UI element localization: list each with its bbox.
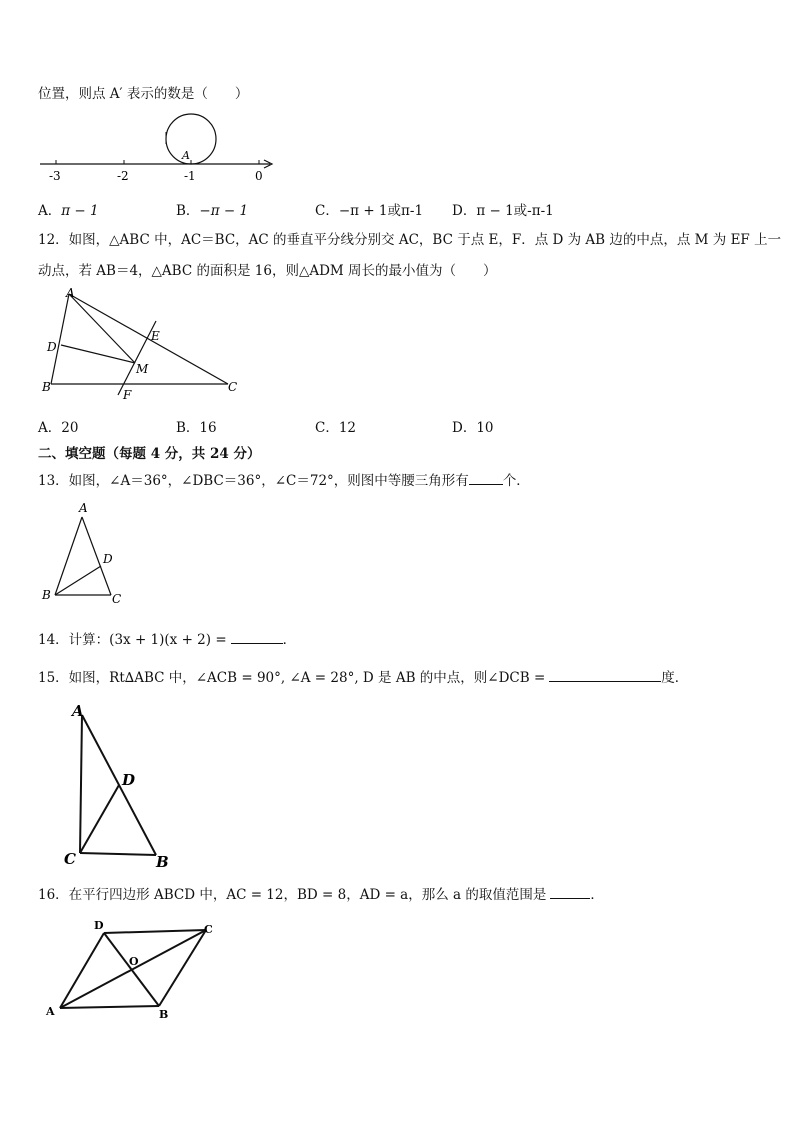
q12-option-c-text: 12 xyxy=(338,420,357,436)
q12-option-c-letter: C． xyxy=(315,420,339,436)
q12-label-f: F xyxy=(123,388,132,402)
q16-label-o: O xyxy=(129,955,139,968)
q11-option-b[interactable] xyxy=(176,199,248,219)
q15-label-a: A xyxy=(72,702,84,720)
q15-label-b: B xyxy=(156,853,169,870)
q16-question xyxy=(38,883,604,903)
q12-option-b-letter: B． xyxy=(176,420,200,436)
q12-option-d-text: 10 xyxy=(476,420,494,436)
q12-label-e: E xyxy=(151,329,160,343)
q11-option-d-letter: D． xyxy=(452,203,477,219)
q11-option-d[interactable] xyxy=(452,199,554,219)
q16-answer-blank[interactable] xyxy=(550,897,590,899)
q12-stem-line1: 12．如图，△ABC 中，AC＝BC，AC 的垂直平分线分别交 AC，BC 于点 E，F．点 D 为 AB 边的中点，点 M 为 EF 上一 xyxy=(38,232,782,248)
q13-label-a: A xyxy=(79,501,88,515)
q11-tick-0: 0 xyxy=(255,169,263,183)
q11-option-c-letter: C． xyxy=(315,203,339,219)
q11-tick-neg3: -3 xyxy=(49,169,61,183)
q11-option-d-text: π − 1或-π-1 xyxy=(476,203,554,219)
q12-label-a: A xyxy=(66,286,75,300)
q12-option-d[interactable] xyxy=(452,416,494,436)
q15-text-before: 15．如图，Rt∆ABC 中，∠ACB = 90°, ∠A = 28°, D 是 AB 的中点，则∠DCB = xyxy=(38,670,546,686)
q11-option-c[interactable] xyxy=(315,199,423,219)
q16-label-b: B xyxy=(159,1008,169,1021)
section-2-title: 二、填空题（每题 4 分，共 24 分） xyxy=(38,446,261,462)
q14-question xyxy=(38,628,296,648)
q16-label-a: A xyxy=(46,1005,55,1018)
q16-label-c: C xyxy=(204,923,213,936)
q13-answer-blank[interactable] xyxy=(469,483,503,485)
q11-option-a-letter: A． xyxy=(38,203,62,219)
q15-right-triangle-figure xyxy=(58,700,178,870)
q12-option-b[interactable] xyxy=(176,416,217,436)
q11-option-a[interactable] xyxy=(38,199,99,219)
q15-text-after: 度． xyxy=(661,670,689,686)
q11-option-b-text: −π − 1 xyxy=(199,203,249,219)
q11-number-line-figure xyxy=(34,108,284,188)
q13-label-b: B xyxy=(42,588,51,602)
q12-triangle-figure xyxy=(38,283,248,403)
q12-option-c[interactable] xyxy=(315,416,356,436)
q12-label-d: D xyxy=(47,340,57,354)
q12-label-b: B xyxy=(42,380,51,394)
q12-stem-line2: 动点，若 AB＝4，△ABC 的面积是 16，则△ADM 周长的最小值为（ ） xyxy=(38,263,497,279)
q15-answer-blank[interactable] xyxy=(549,680,661,682)
q11-tick-neg2: -2 xyxy=(117,169,129,183)
q12-label-m: M xyxy=(136,362,149,376)
q12-option-d-letter: D． xyxy=(452,420,477,436)
q11-point-label: A xyxy=(182,149,190,162)
q11-option-a-text: π − 1 xyxy=(61,203,99,219)
q12-option-a-letter: A． xyxy=(38,420,62,436)
q16-text-before: 16．在平行四边形 ABCD 中，AC = 12，BD = 8，AD = a，那么 a 的取值范围是 xyxy=(38,887,547,903)
q12-option-a[interactable] xyxy=(38,416,78,436)
q15-label-d: D xyxy=(122,771,136,789)
q16-parallelogram-figure xyxy=(38,915,228,1025)
q14-text-after: ． xyxy=(282,632,297,648)
q12-option-b-text: 16 xyxy=(199,420,217,436)
q11-stem-tail: 位置，则点 A′ 表示的数是（ ） xyxy=(38,86,249,102)
q15-label-c: C xyxy=(64,850,76,868)
q12-option-a-text: 20 xyxy=(61,420,79,436)
q13-question xyxy=(38,469,530,489)
q16-text-after: ． xyxy=(590,887,604,903)
q13-triangle-figure xyxy=(38,500,138,608)
q11-tick-neg1: -1 xyxy=(184,169,196,183)
q16-label-d: D xyxy=(94,919,104,932)
q11-option-b-letter: B． xyxy=(176,203,200,219)
q15-question xyxy=(38,666,688,686)
q14-answer-blank[interactable] xyxy=(231,642,283,644)
q14-text-before: 14．计算：(3x + 1)(x + 2) = xyxy=(38,632,227,648)
q11-option-c-text: −π + 1或π-1 xyxy=(338,203,424,219)
q13-text-after: 个． xyxy=(502,473,530,489)
q13-label-c: C xyxy=(112,592,122,606)
q13-label-d: D xyxy=(103,552,113,566)
q12-label-c: C xyxy=(228,380,238,394)
q13-text-before: 13．如图，∠A＝36°，∠DBC＝36°，∠C＝72°，则图中等腰三角形有 xyxy=(38,473,469,489)
